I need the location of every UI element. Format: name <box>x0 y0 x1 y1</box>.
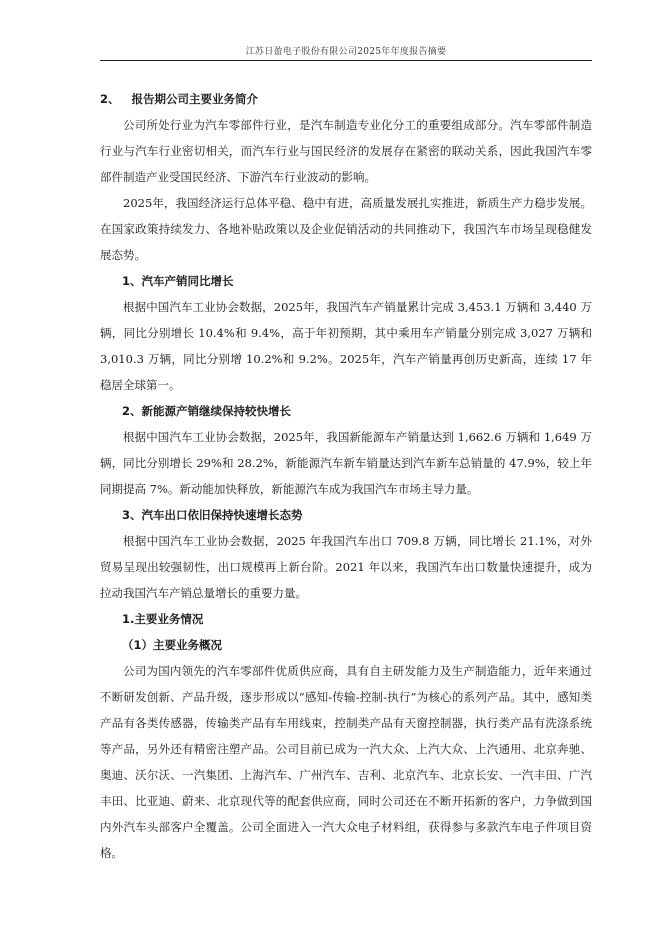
paragraph-export: 根据中国汽车工业协会数据，2025 年我国汽车出口 709.8 万辆，同比增长 21.1%，对外贸易呈现出较强韧性，出口规模再上新台阶。2021 年以来，我国汽车出口数量快速提升，成为拉动我国汽车产销总量增长的重要力量。 <box>100 534 592 600</box>
intro-paragraph-2: 2025年，我国经济运行总体平稳、稳中有进，高质量发展扎实推进，新质生产力稳步发展。在国家政策持续发力、各地补贴政策以及企业促销活动的共同推动下，我国汽车市场呈现稳健发展态势。 <box>100 196 592 262</box>
subheading-main-business: 1.主要业务情况 <box>122 612 204 626</box>
page-header-title: 江苏日盈电子股份有限公司2025年年度报告摘要 <box>245 47 447 57</box>
paragraph-business-overview: 公司为国内领先的汽车零部件优质供应商，具有自主研发能力及生产制造能力，近年来通过不断研发创新、产品升级，逐步形成以“感知-传输-控制-执行”为核心的系列产品。其中，感知类产品有各类传感器，传输类产品有车用线束，控制类产品有天窗控制器，执行类产品有洗涤系统等产品，另外还有精密注塑产品。公司目前已成为一汽大众、上汽大众、上汽通用、北京奔驰、奥迪、沃尔沃、一汽集团、上海汽车、广州汽车、吉利、北京汽车、北京长安、一汽丰田、广汽丰田、比亚迪、蔚来、北京现代等的配套供应商，同时公司还在不断开拓新的客户，力争做到国内外汽车头部客户全覆盖。公司全面进入一汽大众电子材料组，获得参与多款汽车电子件项目资格。 <box>100 664 592 860</box>
subheading-export: 3、汽车出口依旧保持快速增长态势 <box>122 508 303 522</box>
paragraph-new-energy: 根据中国汽车工业协会数据，2025年，我国新能源车产销量达到 1,662.6 万辆和 1,649 万辆，同比分别增长 29%和 28.2%，新能源汽车新车销量达到汽车新车总销量的 47.9%，较上年同期提高 7%。新动能加快释放，新能源汽车成为我国汽车市场主导力量。 <box>100 430 592 496</box>
subheading-business-overview: （1）主要业务概况 <box>122 638 223 652</box>
intro-paragraph-1: 公司所处行业为汽车零部件行业，是汽车制造专业化分工的重要组成部分。汽车零部件制造行业与汽车行业密切相关，而汽车行业与国民经济的发展存在紧密的联动关系，因此我国汽车零部件制造产业受国民经济、下游汽车行业波动的影响。 <box>100 118 592 184</box>
document-body <box>100 86 592 866</box>
subheading-new-energy: 2、新能源产销继续保持较快增长 <box>122 404 291 418</box>
subheading-production-sales: 1、汽车产销同比增长 <box>122 274 234 288</box>
paragraph-production-sales: 根据中国汽车工业协会数据，2025年，我国汽车产销量累计完成 3,453.1 万辆和 3,440 万辆，同比分别增长 10.4%和 9.4%，高于年初预期，其中乘用车产销量分别完成 3,027 万辆和 3,010.3 万辆，同比分别增 10.2%和 9.2%。2025年，汽车产销量再创历史新高，连续 17 年稳居全球第一。 <box>100 300 592 392</box>
header-divider <box>100 60 592 61</box>
section-heading <box>100 86 592 112</box>
section-title: 报告期公司主要业务简介 <box>131 92 259 106</box>
section-number: 2、 <box>100 92 120 106</box>
